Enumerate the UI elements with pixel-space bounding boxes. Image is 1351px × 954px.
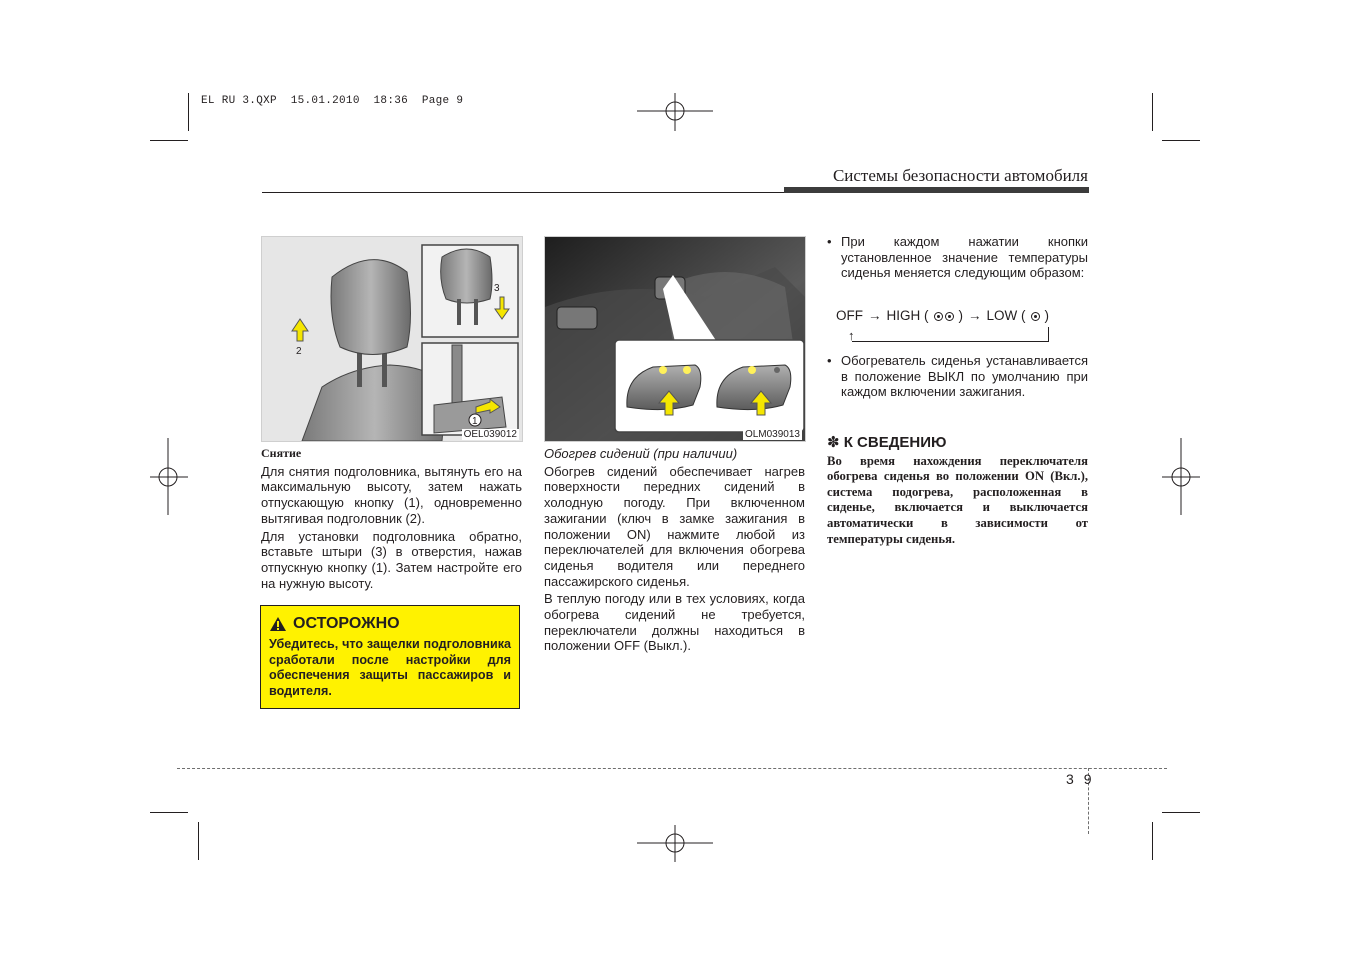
bullet-item: • Обогреватель сиденья устанавливается в положение ВЫКЛ по умолчанию при каждом включении зажигания. — [827, 353, 1088, 400]
callout-1: 1 — [472, 416, 478, 427]
footer-rule — [177, 768, 1167, 769]
cycle-line — [852, 341, 1049, 342]
page-number-value: 9 — [1083, 771, 1092, 787]
left-column — [261, 446, 522, 593]
mode-high: HIGH ( — [886, 308, 929, 323]
mode-low: LOW ( — [986, 308, 1026, 323]
callout-2: 2 — [296, 346, 302, 357]
right-column-lower — [827, 353, 1088, 400]
headrest-illustration — [262, 237, 522, 441]
warning-title-text: ОСТОРОЖНО — [293, 615, 400, 632]
warning-icon — [269, 616, 287, 632]
paragraph: Обогрев сидений обеспечивает нагрев поверхности передних сидений в холодную погоду. При включенном зажигании (ключ в замке зажигания в положении ON) нажмите любой из переключателей для включения обогрева сиденья водителя или переднего пассажирского сиденья. — [544, 463, 805, 589]
chapter-number: 3 — [1066, 771, 1074, 787]
arrow-right-icon: → — [868, 308, 882, 323]
cycle-line — [1048, 327, 1049, 342]
headrest-figure — [261, 236, 523, 442]
paragraph: Для снятия подголовника, вытянуть его на максимальную высоту, затем нажать отпускающую кнопку (1), одновременно вытягивая подголовник (2). — [261, 463, 522, 526]
warning-box — [260, 605, 520, 709]
section-caption: Обогрев сидений (при наличии) — [544, 446, 738, 461]
callout-3: 3 — [494, 283, 500, 294]
section-heading: Снятие — [261, 446, 302, 460]
return-arrow-icon: ↑ — [848, 328, 855, 343]
print-meta: EL RU 3.QXP 15.01.2010 18:36 Page 9 — [201, 95, 464, 107]
middle-column — [544, 446, 805, 656]
heat-high-icon — [934, 308, 954, 323]
mode-sequence — [836, 308, 1049, 323]
paren-close: ) — [958, 308, 963, 323]
note-title: ✽ К СВЕДЕНИЮ — [827, 434, 947, 451]
heat-low-icon — [1031, 308, 1040, 323]
paragraph: Для установки подголовника обратно, вставьте штыри (3) в отверстия, нажав отпускную кнопку (1). Затем настройте его на нужную высоту. — [261, 528, 522, 591]
seat-warmer-figure — [544, 236, 806, 442]
paragraph: В теплую погоду или в тех условиях, когда обогрева сидений не требуется, переключатели должны находиться в положении OFF (Выкл.). — [544, 591, 805, 654]
note-body: Во время нахождения переключателя обогрева сиденья во положении ON (Вкл.), система подогрева, расположенная в сиденье, включается и выключается автоматически в зависимости от температуры сиденья. — [827, 453, 1088, 546]
header-rule — [262, 192, 784, 193]
warning-body: Убедитесь, что защелки подголовника сработали после настройки для обеспечения защиты пассажиров и водителя. — [269, 637, 511, 698]
right-column — [827, 234, 1088, 281]
header-rule-accent — [784, 187, 1089, 193]
paren-close: ) — [1044, 308, 1049, 323]
arrow-right-icon: → — [968, 308, 982, 323]
warning-title — [269, 615, 511, 633]
note-section — [827, 435, 1088, 547]
page-number — [1066, 771, 1092, 787]
figure-code: OEL039012 — [463, 429, 517, 440]
bullet-item: • При каждом нажатии кнопки установленное значение температуры сиденья меняется следующим образом: — [827, 234, 1088, 281]
mode-off: OFF — [836, 308, 863, 323]
chapter-title: Системы безопасности автомобиля — [832, 166, 1088, 185]
seat-warmer-illustration — [545, 237, 805, 441]
figure-code: OLM039013 — [744, 429, 800, 440]
